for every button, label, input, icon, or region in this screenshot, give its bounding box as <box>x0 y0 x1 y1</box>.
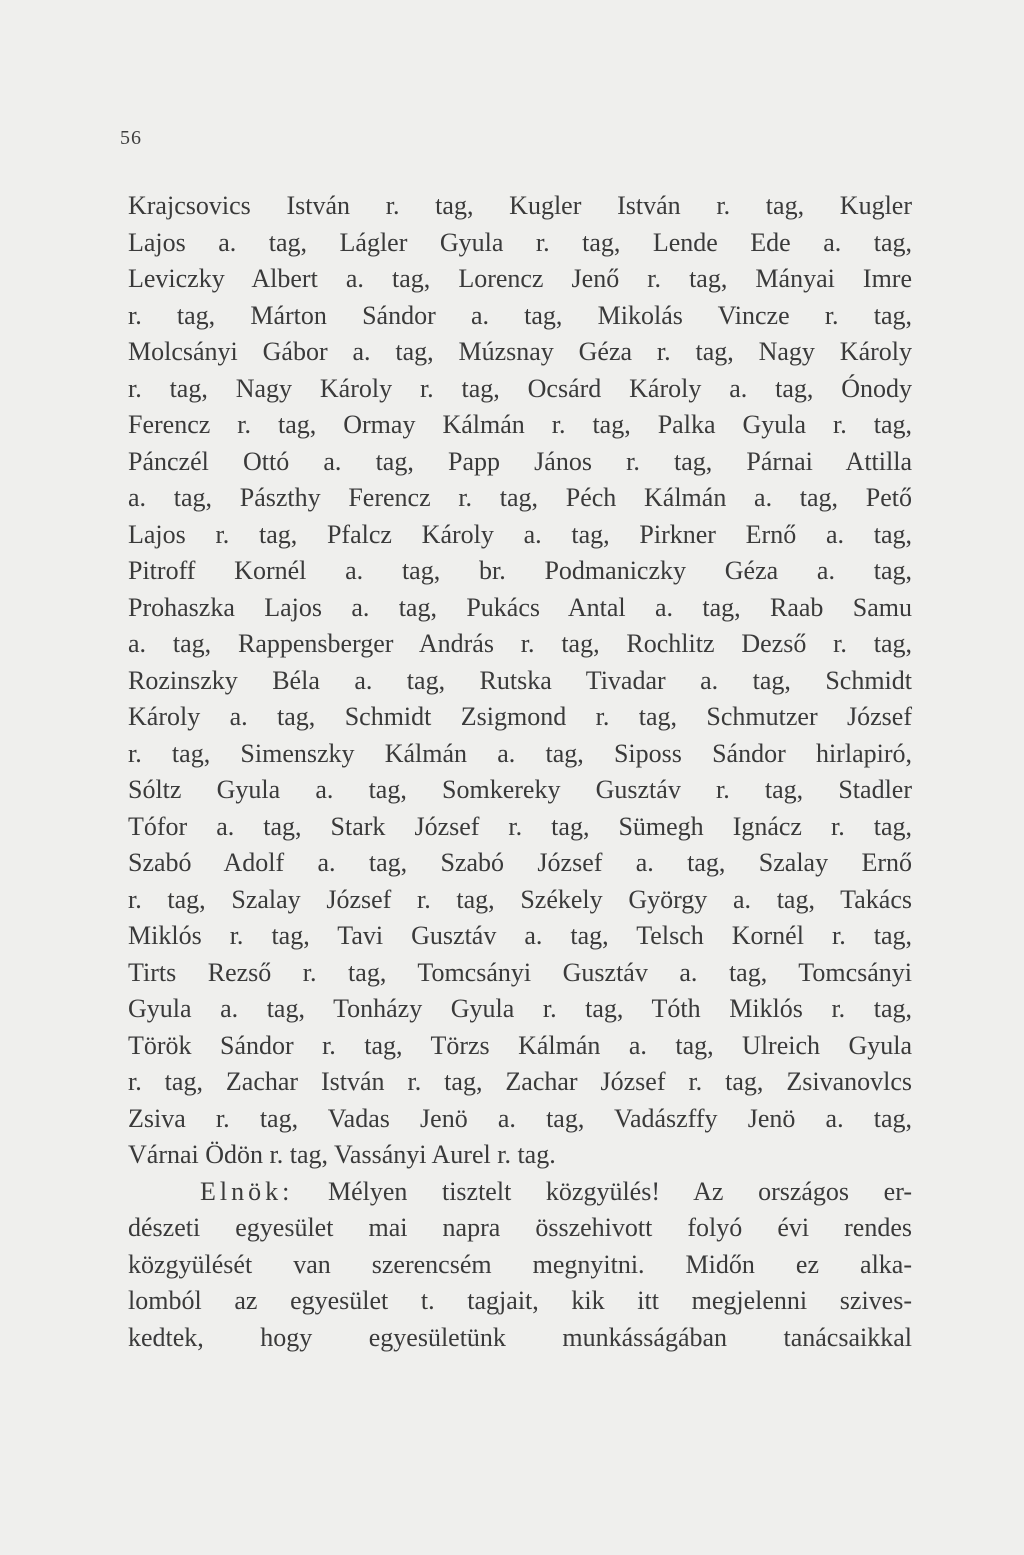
text-line: Prohaszka Lajos a. tag, Pukács Antal a. tag, Raab Samu <box>128 592 912 622</box>
text-line: Zsiva r. tag, Vadas Jenö a. tag, Vadászffy Jenö a. tag, <box>128 1103 912 1133</box>
text-line: Miklós r. tag, Tavi Gusztáv a. tag, Telsch Kornél r. tag, <box>128 921 912 950</box>
text-line: a. tag, Rappensberger András r. tag, Rochlitz Dezső r. tag, <box>128 629 912 658</box>
text-line: Sóltz Gyula a. tag, Somkereky Gusztáv r. tag, Stadler <box>128 775 912 804</box>
text-line: a. tag, Pászthy Ferencz r. tag, Péch Kálmán a. tag, Pető <box>128 483 912 512</box>
text-line: Tirts Rezső r. tag, Tomcsányi Gusztáv a. tag, Tomcsányi <box>128 957 912 987</box>
text-line: r. tag, Nagy Károly r. tag, Ocsárd Károly a. tag, Ónody <box>128 373 912 403</box>
speech-line: lomból az egyesület t. tagjait, kik itt megjelenni szives- <box>128 1286 912 1315</box>
text-line: r. tag, Márton Sándor a. tag, Mikolás Vincze r. tag, <box>128 300 912 330</box>
text-line: Molcsányi Gábor a. tag, Múzsnay Géza r. tag, Nagy Károly <box>128 337 912 366</box>
speech-text: Mélyen tisztelt közgyülés! Az országos er- <box>327 1176 912 1206</box>
text-line: Károly a. tag, Schmidt Zsigmond r. tag, Schmutzer József <box>128 702 912 731</box>
text-line: r. tag, Simenszky Kálmán a. tag, Siposs Sándor hirlapiró, <box>128 738 912 768</box>
speech-line: kedtek, hogy egyesületünk munkásságában tanácsaikkal <box>128 1322 912 1352</box>
text-line: Várnai Ödön r. tag, Vassányi Aurel r. tag. <box>128 1140 556 1169</box>
speaker-label: Elnök: <box>200 1176 294 1206</box>
text-line: Rozinszky Béla a. tag, Rutska Tivadar a. tag, Schmidt <box>128 665 912 695</box>
text-line: Ferencz r. tag, Ormay Kálmán r. tag, Palka Gyula r. tag, <box>128 410 912 439</box>
text-line: Lajos r. tag, Pfalcz Károly a. tag, Pirkner Ernő a. tag, <box>128 519 912 549</box>
text-line: Gyula a. tag, Tonházy Gyula r. tag, Tóth Miklós r. tag, <box>128 994 912 1023</box>
speech-line: dészeti egyesület mai napra összehivott folyó évi rendes <box>128 1213 912 1242</box>
text-line: r. tag, Szalay József r. tag, Székely György a. tag, Takács <box>128 884 912 914</box>
text-line: Leviczky Albert a. tag, Lorencz Jenő r. tag, Mányai Imre <box>128 264 912 293</box>
text-line: Szabó Adolf a. tag, Szabó József a. tag, Szalay Ernő <box>128 848 912 877</box>
text-line: Török Sándor r. tag, Törzs Kálmán a. tag, Ulreich Gyula <box>128 1030 912 1060</box>
page-number: 56 <box>120 127 142 149</box>
member-list-text <box>128 188 912 1356</box>
text-line: Lajos a. tag, Lágler Gyula r. tag, Lende Ede a. tag, <box>128 227 912 257</box>
text-line: Pánczél Ottó a. tag, Papp János r. tag, Párnai Attilla <box>128 446 912 476</box>
text-line: Krajcsovics István r. tag, Kugler István r. tag, Kugler <box>128 191 912 220</box>
text-line: r. tag, Zachar István r. tag, Zachar József r. tag, Zsivanovlcs <box>128 1067 912 1096</box>
speech-opening-line <box>128 1174 912 1211</box>
speech-line: közgyülését van szerencsém megnyitni. Midőn ez alka- <box>128 1249 912 1279</box>
text-line: Pitroff Kornél a. tag, br. Podmaniczky Géza a. tag, <box>128 556 912 585</box>
text-line: Tófor a. tag, Stark József r. tag, Sümegh Ignácz r. tag, <box>128 811 912 841</box>
